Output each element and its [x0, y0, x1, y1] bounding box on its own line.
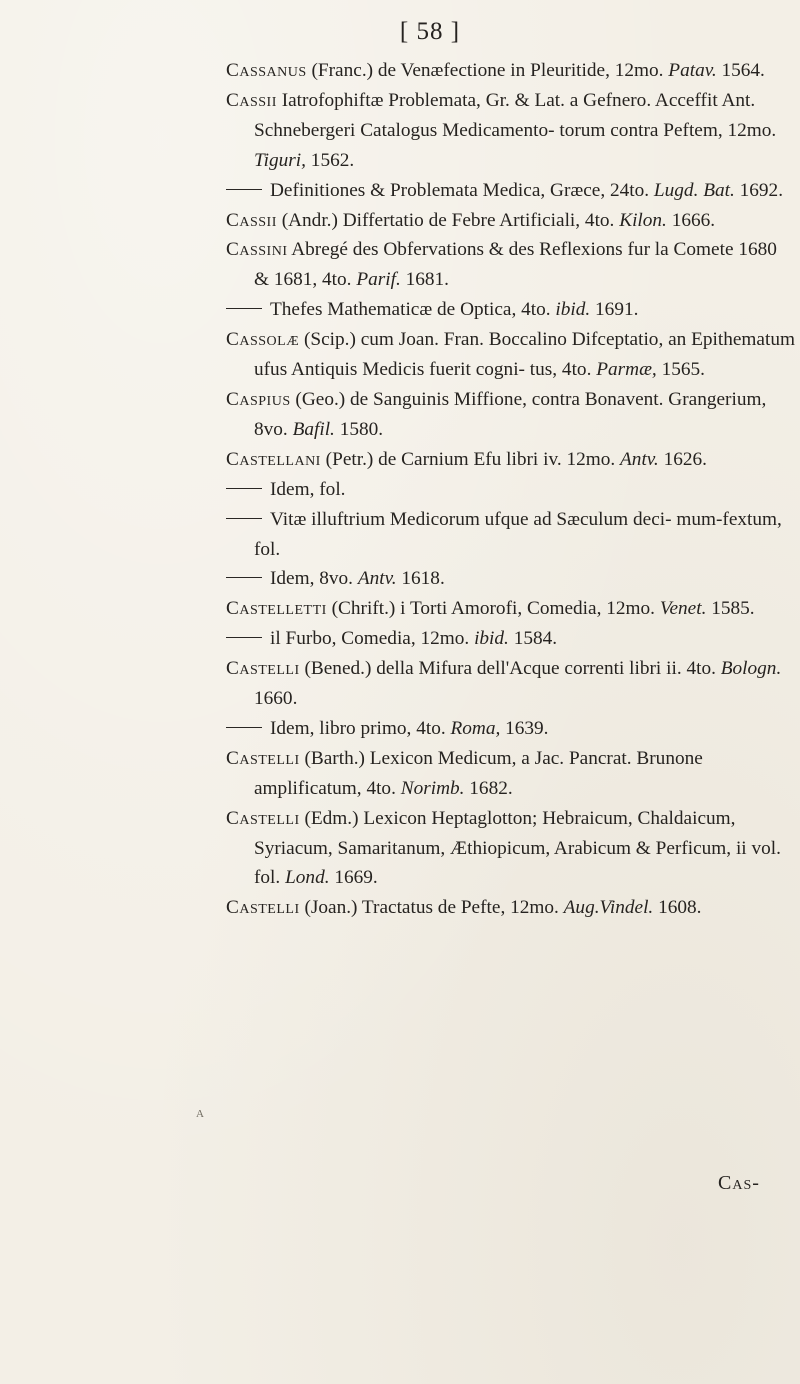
entry-place: Tiguri,: [254, 149, 306, 171]
catalogue-entries: [226, 56, 796, 923]
entry-place: Patav.: [668, 60, 717, 81]
entry-text: il Furbo, Comedia, 12mo.: [270, 628, 475, 650]
entry-author: Castelli: [226, 747, 300, 769]
entry-text: Idem, 8vo.: [270, 568, 358, 590]
entry-author: Cassii: [226, 209, 277, 231]
entry-year: 1562.: [305, 149, 355, 171]
entry-place: Bologn.: [720, 658, 782, 680]
catalogue-entry: [226, 86, 796, 176]
entry-text: Idem, libro primo, 4to.: [270, 717, 451, 739]
catalogue-entry: [226, 475, 796, 505]
ditto-dash: [226, 637, 262, 638]
catalogue-entry: [226, 594, 796, 624]
ditto-dash: [226, 518, 262, 519]
entry-text: (Barth.) Lexicon Medicum, a Jac. Pancrat. Brunone amplificatum, 4to.: [254, 747, 703, 799]
entry-year: 1585.: [706, 598, 755, 620]
ditto-dash: [226, 488, 262, 489]
entry-place: Bafil.: [292, 418, 335, 440]
entry-place: Parmæ,: [596, 359, 657, 381]
catalogue-entry: [226, 714, 796, 744]
entry-text: (Petr.) de Carnium Efu libri iv. 12mo.: [320, 448, 621, 470]
catalogue-entry: [226, 206, 796, 236]
ditto-dash: [226, 189, 262, 190]
entry-author: Castellani: [226, 448, 321, 470]
catalogue-entry: [226, 235, 796, 295]
entry-text: (Edm.) Lexicon Heptaglotton; Hebraicum, Chaldaicum, Syriacum, Samaritanum, Æthiopicum, Arabicum & Perficum, ii vol. fol.: [254, 807, 781, 889]
entry-place: Lugd. Bat.: [653, 179, 735, 201]
entry-year: 1666.: [666, 209, 716, 231]
entry-text: Abregé des Obfervations & des Reflexions fur la Comete 1680 & 1681, 4to.: [254, 239, 777, 291]
ditto-dash: [226, 727, 262, 728]
entry-author: Castelli: [226, 807, 300, 829]
page-number: [ 58 ]: [399, 18, 461, 45]
entry-year: 1565.: [656, 359, 705, 381]
entry-year: 1669.: [329, 867, 378, 889]
entry-author: Cassanus: [226, 60, 307, 81]
entry-place: Parif.: [356, 269, 401, 291]
entry-author: Caspius: [226, 388, 291, 410]
entry-author: Castelli: [226, 897, 300, 919]
entry-place: Antv.: [357, 568, 397, 590]
entry-text: Thefes Mathematicæ de Optica, 4to.: [270, 299, 556, 321]
margin-mark: A: [196, 1108, 204, 1120]
entry-text: Idem, fol.: [270, 478, 346, 500]
entry-text: (Andr.) Differtatio de Febre Artificiali, 4to.: [276, 209, 620, 231]
entry-author: Castelli: [226, 658, 300, 680]
entry-year: 1618.: [396, 568, 445, 590]
ditto-dash: [226, 308, 262, 309]
catchword: Cas-: [718, 1172, 760, 1194]
entry-text: Iatrofophiftæ Problemata, Gr. & Lat. a Gefnero. Acceffit Ant. Schnebergeri Catalogus Medicamento- torum contra Peftem, 12mo.: [254, 89, 777, 141]
catalogue-entry: [226, 325, 796, 385]
entry-text: (Scip.) cum Joan. Fran. Boccalino Difceptatio, an Epithematum ufus Antiquis Medicis fuerit cogni- tus, 4to.: [254, 329, 795, 381]
entry-year: 1660.: [254, 688, 298, 710]
entry-year: 1692.: [734, 179, 784, 201]
entry-year: 1564.: [716, 60, 765, 81]
catalogue-entry: [226, 505, 796, 565]
entry-year: 1584.: [508, 628, 558, 650]
entry-place: Roma,: [450, 717, 501, 739]
ditto-dash: [226, 577, 262, 578]
entry-place: ibid.: [555, 299, 591, 321]
entry-place: ibid.: [474, 628, 509, 650]
catalogue-entry: [226, 624, 796, 654]
entry-year: 1639.: [500, 717, 549, 739]
entry-year: 1681.: [400, 269, 449, 291]
catalogue-entry: [226, 893, 796, 923]
entry-text: (Joan.) Tractatus de Pefte, 12mo.: [299, 897, 564, 919]
entry-text: (Geo.) de Sanguinis Miffione, contra Bonavent. Grangerium, 8vo.: [254, 388, 767, 440]
entry-text: (Chrift.) i Torti Amorofi, Comedia, 12mo.: [326, 598, 660, 620]
catalogue-entry: [226, 56, 796, 86]
entry-text: (Bened.) della Mifura dell'Acque correnti libri ii. 4to.: [299, 658, 721, 680]
entry-text: Definitiones & Problemata Medica, Græce, 24to.: [270, 179, 654, 201]
entry-place: Aug.Vindel.: [563, 897, 654, 919]
catalogue-entry: [226, 744, 796, 804]
entry-place: Lond.: [285, 867, 330, 889]
entry-year: 1626.: [658, 448, 707, 470]
entry-place: Kilon.: [619, 209, 667, 231]
entry-place: Antv.: [620, 448, 659, 470]
entry-text: (Franc.) de Venæfectione in Pleuritide, 12mo.: [306, 60, 669, 81]
catalogue-entry: [226, 804, 796, 894]
catalogue-entry: [226, 385, 796, 445]
entry-year: 1682.: [464, 777, 513, 799]
catalogue-entry: [226, 176, 796, 206]
entry-author: Cassini: [226, 239, 288, 261]
entry-author: Castelletti: [226, 598, 327, 620]
catalogue-entry: [226, 445, 796, 475]
entry-author: Cassolæ: [226, 329, 300, 351]
entry-place: Venet.: [659, 598, 707, 620]
entry-place: Norimb.: [400, 777, 465, 799]
catalogue-entry: [226, 564, 796, 594]
entry-author: Cassii: [226, 89, 277, 111]
entry-year: 1608.: [653, 897, 702, 919]
catalogue-entry: [226, 654, 796, 714]
entry-text: Vitæ illuftrium Medicorum ufque ad Sæculum deci- mum-fextum, fol.: [254, 508, 782, 560]
catalogue-entry: [226, 295, 796, 325]
entry-year: 1580.: [334, 418, 384, 440]
entry-year: 1691.: [590, 299, 639, 321]
